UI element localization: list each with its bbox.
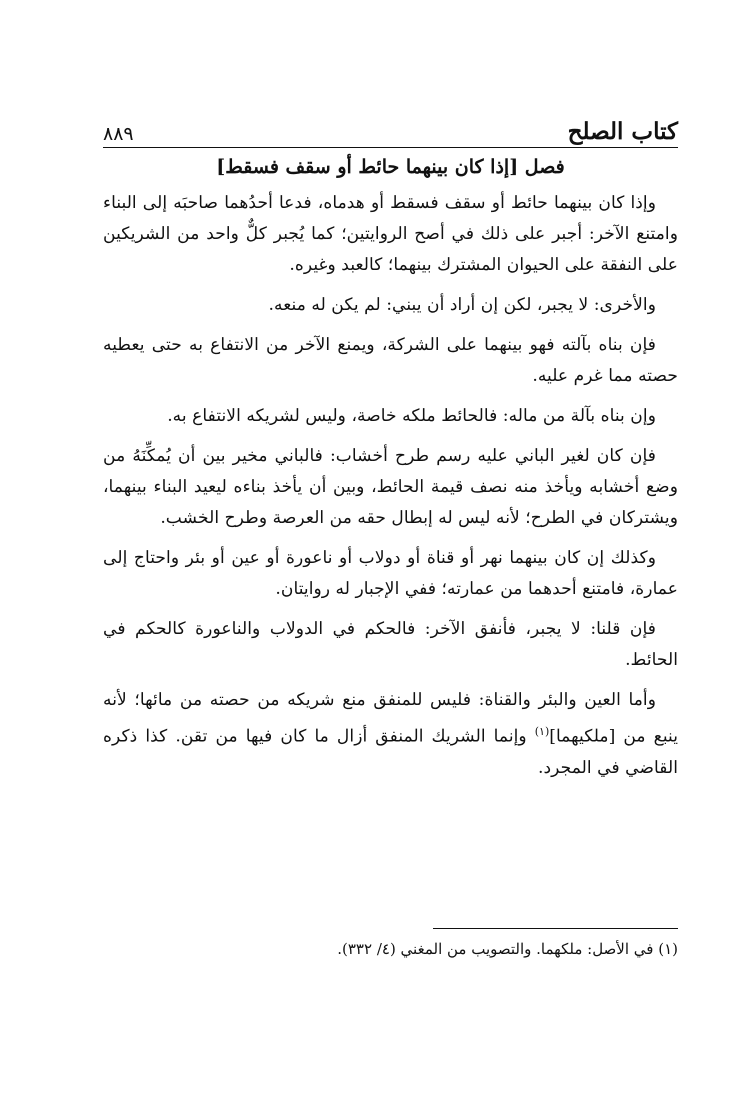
paragraph: وإذا كان بينهما حائط أو سقف فسقط أو هدماه، فدعا أحدُهما صاحبَه إلى البناء وامتنع الآخر: أجبر على ذلك في أصح الروايتين؛ كما يُجبر كلٌّ واحد من الشريكين على النفقة على الحيوان المشترك بينهما؛ كالعبد وغيره. <box>103 193 678 275</box>
paragraph: وكذلك إن كان بينهما نهر أو قناة أو دولاب أو ناعورة أو عين أو بئر واحتاج إلى عمارة، فامتنع أحدهما من عمارته؛ ففي الإجبار له روايتان. <box>103 548 678 599</box>
paragraph-text-part: وإنما الشريك المنفق أزال ما كان فيها من تقن. كذا ذكره القاضي في المجرد. <box>103 726 678 778</box>
footnote: (١) في الأصل: ملكهما. والتصويب من المغني (٤/ ٣٣٢). <box>337 940 678 958</box>
paragraph: فإن كان لغير الباني عليه رسم طرح أخشاب: فالباني مخير بين أن يُمكِّنَهُ من وضع أخشابه ويأخذ منه نصف قيمة الحائط، وبين أن يأخذ بناءه ليعيد البناء بينهما، ويشتركان في الطرح؛ لأنه ليس له إبطال حقه من العرصة وطرح الخشب. <box>103 446 678 528</box>
paragraph: فإن قلنا: لا يجبر، فأنفق الآخر: فالحكم في الدولاب والناعورة كالحكم في الحائط. <box>103 619 678 670</box>
running-head <box>103 112 678 148</box>
section-title: فصل [إذا كان بينهما حائط أو سقف فسقط] <box>216 156 565 178</box>
paragraph: فإن بناه بآلته فهو بينهما على الشركة، ويمنع الآخر من الانتفاع به حتى يعطيه حصته مما غرم عليه. <box>103 335 678 386</box>
paragraph-with-footnote-ref <box>103 685 678 784</box>
paragraph: والأخرى: لا يجبر، لكن إن أراد أن يبني: لم يكن له منعه. <box>268 295 656 315</box>
body-text <box>103 188 678 784</box>
paragraph-text-part: وأما العين والبئر والقناة: فليس للمنفق منع شريكه من حصته من مائها؛ لأنه ينبع من [ملكيهما] <box>103 690 678 747</box>
page-number: ٨٨٩ <box>103 123 134 145</box>
page <box>103 112 678 793</box>
footnote-rule-line <box>433 928 678 929</box>
paragraph: وإن بناه بآلة من ماله: فالحائط ملكه خاصة، وليس لشريكه الانتفاع به. <box>167 406 656 426</box>
footnote-reference[interactable]: (١) <box>534 725 550 738</box>
book-title: كتاب الصلح <box>567 118 678 145</box>
